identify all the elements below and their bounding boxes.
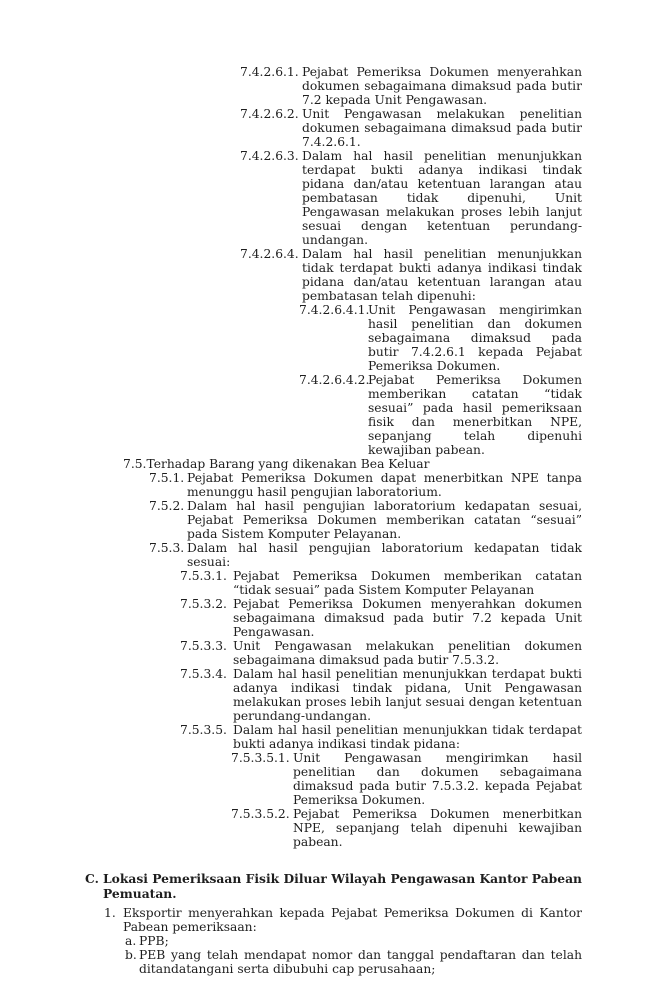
sub-item-letter: b. <box>125 948 137 962</box>
clause-text: Pejabat Pemeriksa Dokumen menyerahkan dokumen sebagaimana dimaksud pada butir 7.2 kepada Unit Pengawasan. <box>302 65 582 107</box>
clause-text: Pejabat Pemeriksa Dokumen menerbitkan NPE, sepanjang telah dipenuhi kewajiban pabean. <box>293 807 582 849</box>
clause-number: 7.5.3. <box>149 541 185 555</box>
clause-7-4-2-6-4-1 <box>299 303 582 373</box>
clause-7-5 <box>123 457 582 471</box>
clause-number: 7.5.2. <box>149 499 185 513</box>
clause-text: Unit Pengawasan melakukan penelitian dokumen sebagaimana dimaksud pada butir 7.4.2.6.1. <box>302 107 582 149</box>
clause-7-5-3-5-2 <box>231 807 582 849</box>
clause-7-4-2-6-2 <box>240 107 582 149</box>
sub-item-b <box>125 948 582 976</box>
clause-text: Unit Pengawasan mengirimkan hasil penelitian dan dokumen sebagaimana dimaksud pada butir 7.4.2.6.1 kepada Pejabat Pemeriksa Dokumen. <box>368 303 582 373</box>
clause-number: 7.5.3.5.1. <box>231 751 290 765</box>
clause-7-5-3-1 <box>180 569 582 597</box>
clause-text: Pejabat Pemeriksa Dokumen menyerahkan dokumen sebagaimana dimaksud pada butir 7.2 kepada Unit Pengawasan. <box>233 597 582 639</box>
clause-text: Pejabat Pemeriksa Dokumen memberikan catatan “tidak sesuai” pada Sistem Komputer Pelayanan <box>233 569 582 597</box>
clause-7-5-3-3 <box>180 639 582 667</box>
clause-number: 7.4.2.6.3. <box>240 149 299 163</box>
list-item-1 <box>104 906 582 934</box>
section-letter: C. <box>85 871 99 886</box>
clause-text: Terhadap Barang yang dikenakan Bea Keluar <box>146 457 430 471</box>
clause-7-5-1 <box>149 471 582 499</box>
clause-number: 7.5.3.5.2. <box>231 807 290 821</box>
clause-number: 7.5.3.3. <box>180 639 227 653</box>
clause-text: Dalam hal hasil penelitian menunjukkan tidak terdapat bukti adanya indikasi tindak pidana dan/atau ketentuan larangan atau pembatasan telah dipenuhi: <box>302 247 582 303</box>
clause-text: Unit Pengawasan mengirimkan hasil penelitian dan dokumen sebagaimana dimaksud pada butir 7.5.3.2. kepada Pejabat Pemeriksa Dokumen. <box>293 751 582 807</box>
sub-item-text: PEB yang telah mendapat nomor dan tanggal pendaftaran dan telah ditandatangani serta dibubuhi cap perusahaan; <box>139 948 582 976</box>
clause-number: 7.4.2.6.1. <box>240 65 299 79</box>
clause-7-4-2-6-4-2 <box>299 373 582 457</box>
clause-7-5-3 <box>149 541 582 569</box>
section-title: Lokasi Pemeriksaan Fisik Diluar Wilayah Pengawasan Kantor Pabean Pemuatan. <box>103 871 582 901</box>
clause-7-5-3-5 <box>180 723 582 751</box>
clause-7-5-2 <box>149 499 582 541</box>
clause-number: 7.5.3.2. <box>180 597 227 611</box>
section-heading <box>85 871 582 901</box>
clause-text: Pejabat Pemeriksa Dokumen dapat menerbitkan NPE tanpa menunggu hasil pengujian laboratorium. <box>187 471 582 499</box>
list-item-number: 1. <box>104 906 116 920</box>
clause-text: Pejabat Pemeriksa Dokumen memberikan catatan “tidak sesuai” pada hasil pemeriksaan fisik dan menerbitkan NPE, sepanjang telah dipenuhi kewajiban pabean. <box>368 373 582 457</box>
clause-number: 7.4.2.6.4.1. <box>299 303 370 317</box>
clause-text: Unit Pengawasan melakukan penelitian dokumen sebagaimana dimaksud pada butir 7.5.3.2. <box>233 639 582 667</box>
sub-item-text: PPB; <box>139 934 169 948</box>
clause-text: Dalam hal hasil pengujian laboratorium kedapatan tidak sesuai: <box>187 541 582 569</box>
clause-7-4-2-6-1 <box>240 65 582 107</box>
clause-number: 7.5. <box>123 457 147 471</box>
clause-number: 7.5.3.1. <box>180 569 227 583</box>
clause-text: Dalam hal hasil pengujian laboratorium kedapatan sesuai, Pejabat Pemeriksa Dokumen memberikan catatan “sesuai” pada Sistem Komputer Pelayanan. <box>187 499 582 541</box>
clause-7-4-2-6-4 <box>240 247 582 303</box>
clause-7-4-2-6-3 <box>240 149 582 247</box>
clause-number: 7.5.1. <box>149 471 185 485</box>
clause-7-5-3-2 <box>180 597 582 639</box>
sub-item-a <box>125 934 582 948</box>
clause-number: 7.4.2.6.2. <box>240 107 299 121</box>
clause-text: Dalam hal hasil penelitian menunjukkan terdapat bukti adanya indikasi tindak pidana dan/atau ketentuan larangan atau pembatasan tidak dipenuhi, Unit Pengawasan melakukan proses lebih lanjut sesuai dengan ketentuan perundang-undangan. <box>302 149 582 247</box>
clause-number: 7.5.3.4. <box>180 667 227 681</box>
list-item-text: Eksportir menyerahkan kepada Pejabat Pemeriksa Dokumen di Kantor Pabean pemeriksaan: <box>123 906 582 934</box>
clause-text: Dalam hal hasil penelitian menunjukkan tidak terdapat bukti adanya indikasi tindak pidana: <box>233 723 582 751</box>
clause-text: Dalam hal hasil penelitian menunjukkan terdapat bukti adanya indikasi tindak pidana, Unit Pengawasan melakukan proses lebih lanjut sesuai dengan ketentuan perundang-undangan. <box>233 667 582 723</box>
sub-item-letter: a. <box>125 934 137 948</box>
clause-number: 7.4.2.6.4. <box>240 247 299 261</box>
clause-7-5-3-5-1 <box>231 751 582 807</box>
clause-number: 7.5.3.5. <box>180 723 227 737</box>
clause-7-5-3-4 <box>180 667 582 723</box>
clause-number: 7.4.2.6.4.2. <box>299 373 370 387</box>
